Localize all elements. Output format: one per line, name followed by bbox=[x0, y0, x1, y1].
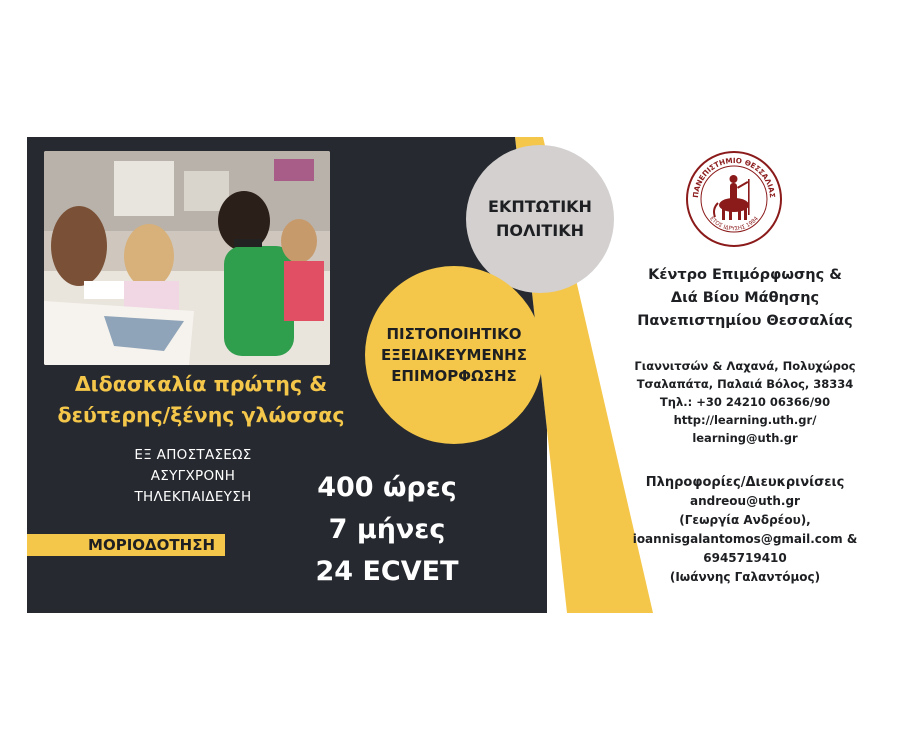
address-website[interactable]: http://learning.uth.gr/ bbox=[673, 413, 817, 427]
address-email[interactable]: learning@uth.gr bbox=[692, 431, 798, 445]
study-mode-line2: ΑΣΥΓΧΡΟΝΗ bbox=[150, 468, 236, 484]
org-line3: Πανεπιστημίου Θεσσαλίας bbox=[637, 313, 853, 329]
address-line1: Γιαννιτσών & Λαχανά, Πολυχώρος bbox=[634, 359, 856, 373]
cert-line1: ΠΙΣΤΟΠΟΙΗΤΙΚΟ bbox=[386, 324, 522, 343]
logo-founded-text: ΕΤΟΣ ΙΔΡΥΣΗΣ 1984 bbox=[708, 215, 760, 233]
logo-ring-text: ΠΑΝΕΠΙΣΤΗΜΙΟ ΘΕΣΣΑΛΙΑΣ bbox=[690, 155, 778, 199]
org-line1: Κέντρο Επιμόρφωσης & bbox=[648, 267, 842, 283]
cert-line3: ΕΠΙΜΟΡΦΩΣΗΣ bbox=[391, 366, 517, 385]
contact1-name: (Γεωργία Ανδρέου), bbox=[679, 513, 811, 527]
contact2-email[interactable]: ioannisgalantomos@gmail.com & bbox=[632, 532, 858, 546]
discount-line2: ΠΟΛΙΤΙΚΗ bbox=[496, 221, 584, 240]
stat-ecvet: 24 ECVET bbox=[315, 556, 459, 587]
cert-line2: ΕΞΕΙΔΙΚΕΥΜΕΝΗΣ bbox=[380, 345, 527, 364]
contact-info bbox=[617, 473, 873, 587]
contact2-name: (Ιωάννης Γαλαντόμος) bbox=[669, 570, 821, 584]
organization-name bbox=[617, 264, 873, 333]
course-title-line1: Διδασκαλία πρώτης & bbox=[74, 372, 328, 396]
course-title-line2: δεύτερης/ξένης γλώσσας bbox=[57, 403, 345, 427]
address-line2: Τσαλαπάτα, Παλαιά Βόλος, 38334 bbox=[636, 377, 854, 391]
address-phone: Τηλ.: +30 24210 06366/90 bbox=[659, 395, 831, 409]
info-title: Πληροφορίες/Διευκρινίσεις bbox=[645, 475, 845, 490]
contact2-phone: 6945719410 bbox=[703, 551, 787, 565]
classroom-photo bbox=[44, 151, 330, 365]
study-mode-line3: ΤΗΛΕΚΠΑΙΔΕΥΣΗ bbox=[134, 489, 252, 505]
certificate-circle bbox=[365, 266, 543, 444]
course-stats bbox=[297, 467, 477, 593]
org-line2: Διά Βίου Μάθησης bbox=[670, 290, 820, 306]
stat-months: 7 μήνες bbox=[328, 514, 446, 545]
credits-badge: ΜΟΡΙΟΔΟΤΗΣΗ bbox=[27, 534, 225, 556]
discount-line1: ΕΚΠΤΩΤΙΚΗ bbox=[488, 197, 592, 216]
course-title bbox=[35, 369, 367, 431]
contact1-email[interactable]: andreou@uth.gr bbox=[690, 494, 800, 508]
study-mode-line1: ΕΞ ΑΠΟΣΤΑΣΕΩΣ bbox=[134, 447, 252, 463]
address-block bbox=[623, 357, 867, 447]
stat-hours: 400 ώρες bbox=[317, 472, 457, 503]
discount-policy-circle bbox=[466, 145, 614, 293]
university-logo bbox=[684, 149, 784, 249]
study-mode bbox=[55, 445, 331, 508]
promo-banner bbox=[27, 137, 873, 613]
